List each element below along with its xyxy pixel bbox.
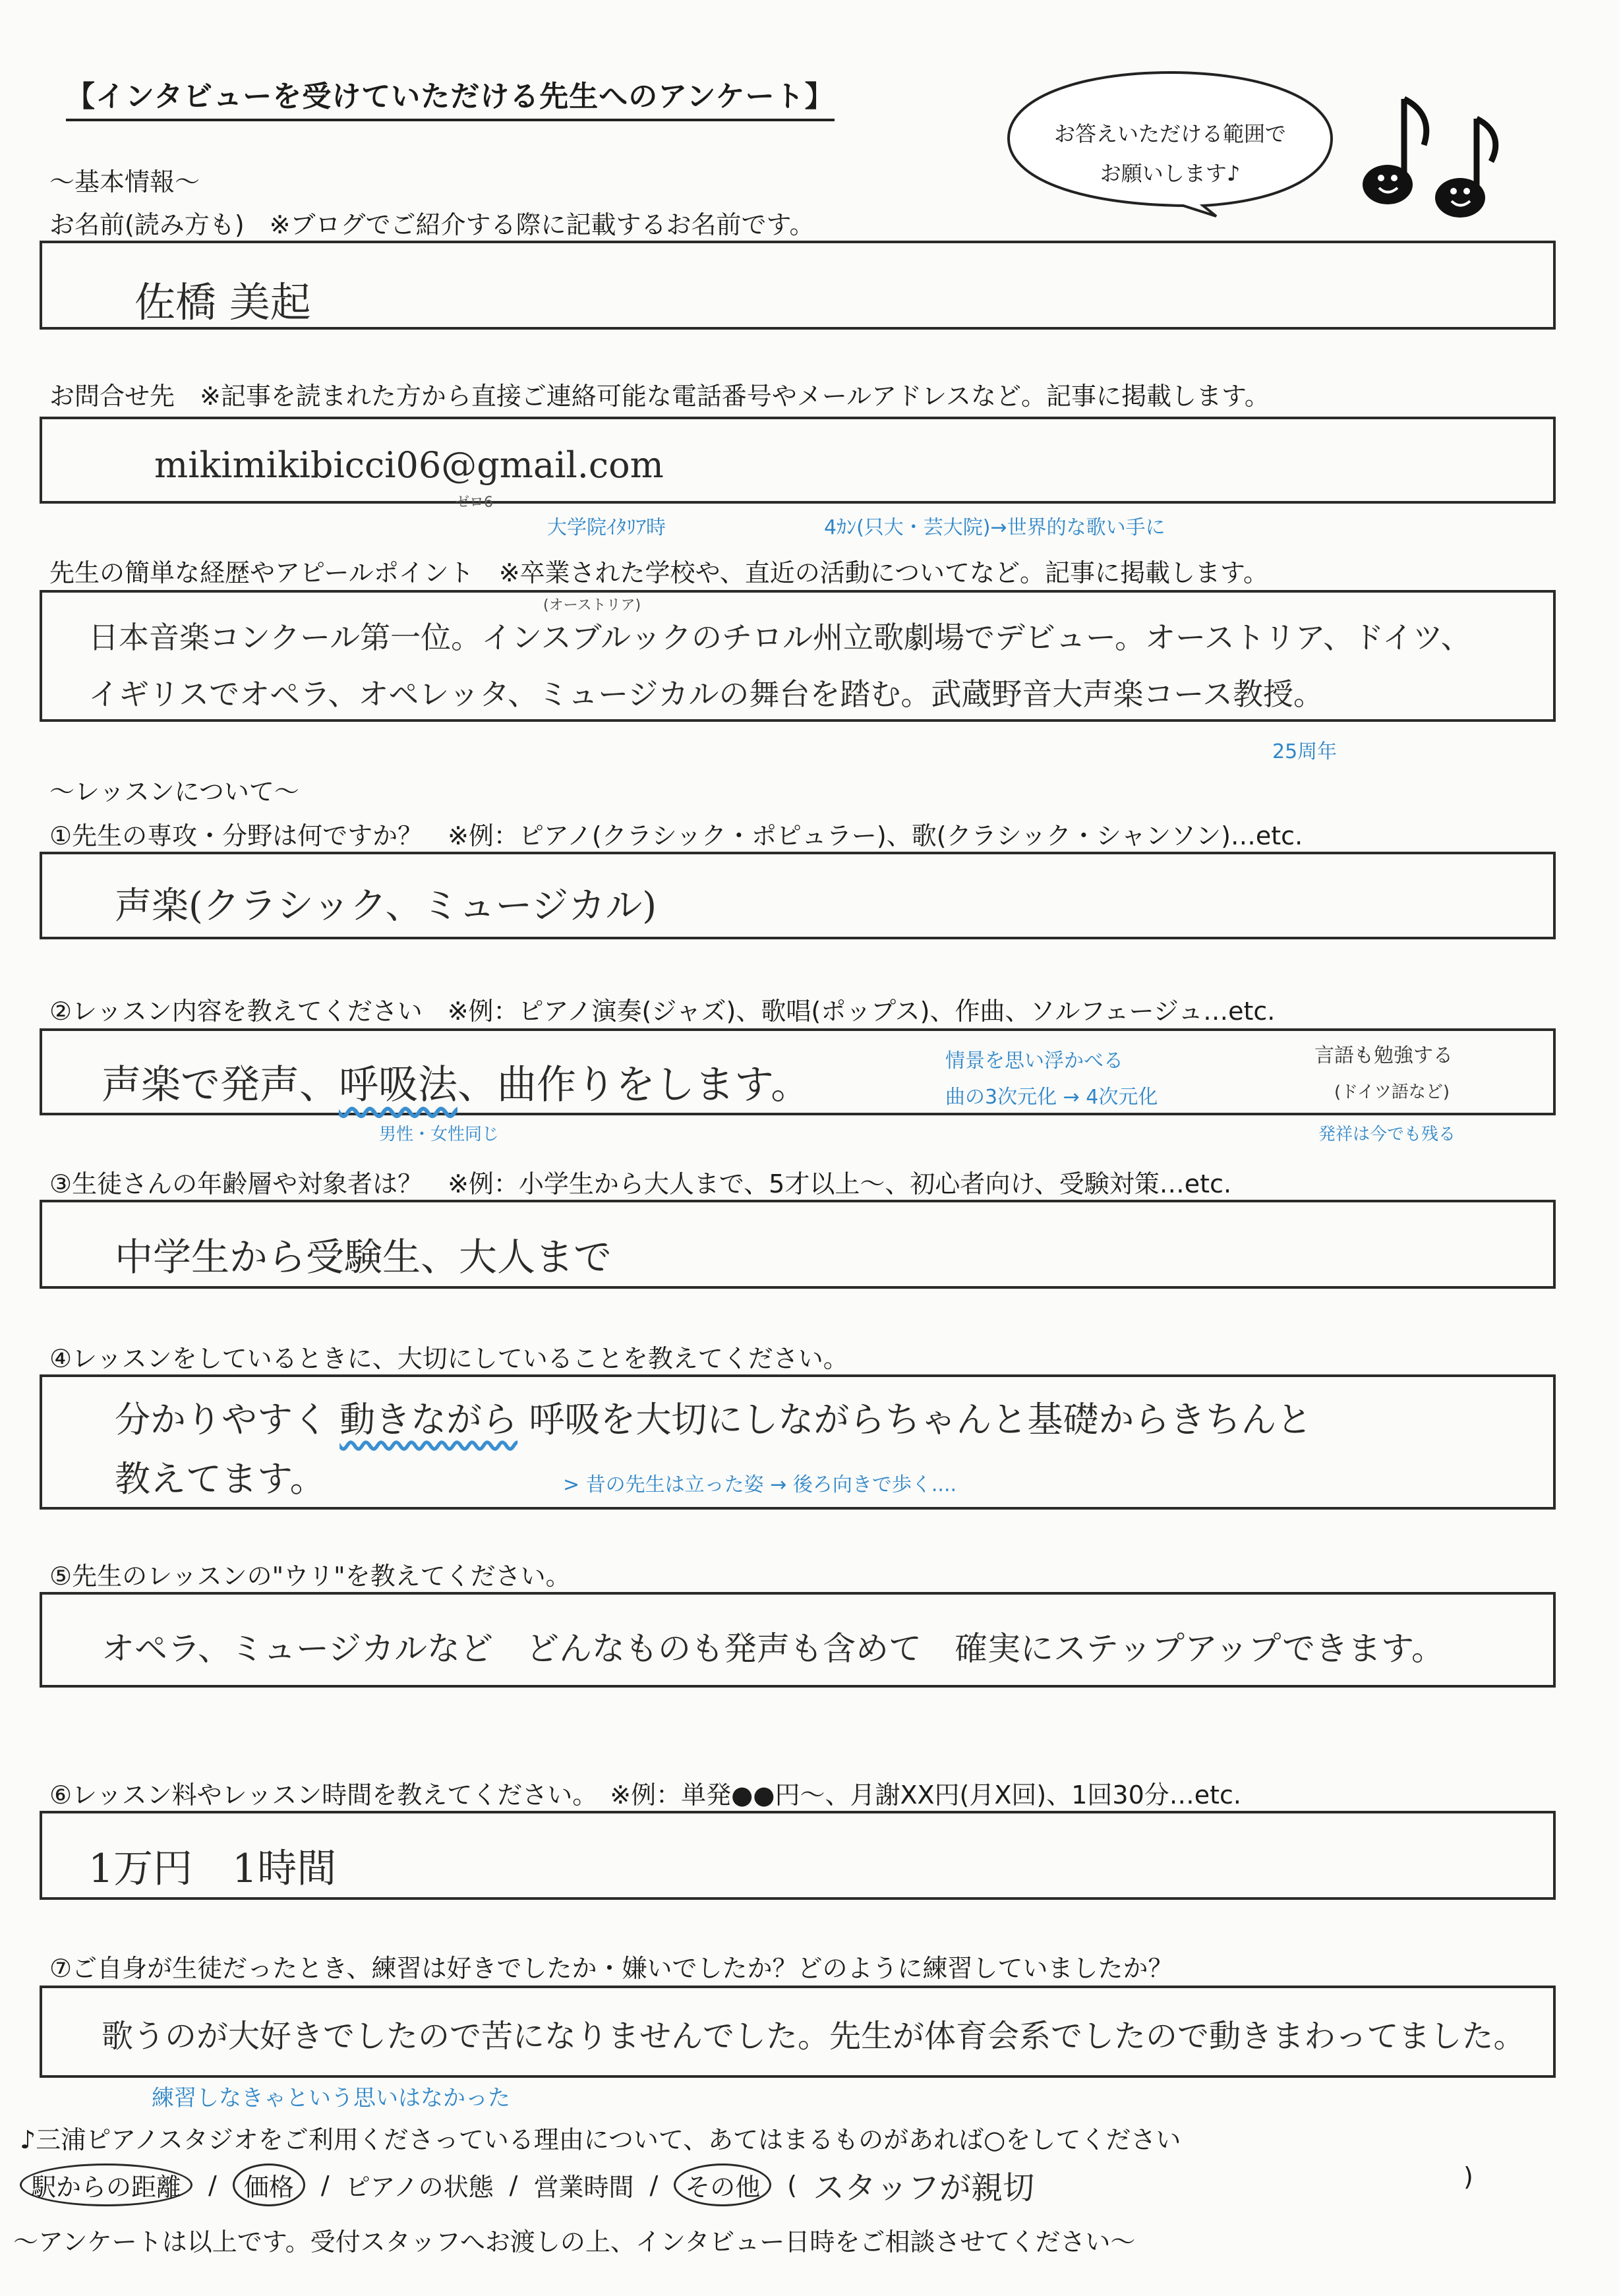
q2-answer-part2: 呼吸法 xyxy=(339,1062,457,1108)
career-note-2: 4ｶﾝ(只大・芸大院)→世界的な歌い手に xyxy=(824,516,1165,539)
bubble-text-line2: お願いします♪ xyxy=(1100,161,1241,186)
q2-note-2: 曲の3次元化 → 4次元化 xyxy=(945,1086,1158,1109)
career-note-4: 25周年 xyxy=(1272,740,1338,763)
q6-label: ⑥レッスン料やレッスン時間を教えてください。 ※例：単発●●円〜、月謝XX円(月X回)、1回30分…etc. xyxy=(49,1781,1241,1810)
q4-note: > 昔の先生は立った姿 → 後ろ向きで歩く.... xyxy=(563,1473,957,1496)
contact-label: お問合せ先 ※記事を読まれた方から直接ご連絡可能な電話番号やメールアドレスなど。記事に掲載します。 xyxy=(49,382,1270,411)
survey-paren-open: ( xyxy=(787,2170,798,2200)
q2-note-3: 言語も勉強する xyxy=(1314,1044,1453,1067)
q4-answer-field[interactable] xyxy=(40,1374,1556,1510)
q2-note-4: (ドイツ語など) xyxy=(1334,1082,1450,1102)
survey-question: ♪三浦ピアノスタジオをご利用くださっている理由について、あてはまるものがあれば○をしてください xyxy=(20,2125,1181,2154)
survey-option-price[interactable]: 価格 xyxy=(233,2164,305,2206)
footer-note: 〜アンケートは以上です。受付スタッフへお渡しの上、インタビュー日時をご相談させてください〜 xyxy=(13,2227,1136,2256)
q3-label: ③生徒さんの年齢層や対象者は？ ※例：小学生から大人まで、5才以上〜、初心者向け、受験対策…etc. xyxy=(49,1169,1232,1198)
q4-answer-line-1a: 分かりやすく xyxy=(115,1399,328,1440)
name-field[interactable] xyxy=(40,241,1556,330)
career-note-3: (オーストリア) xyxy=(543,597,641,614)
career-line-1: 日本音楽コンクール第一位。インスブルックのチロル州立歌劇場でデビュー。オーストリア、ドイツ、 xyxy=(88,620,1471,655)
name-value: 佐橋 美起 xyxy=(134,278,311,326)
q5-label: ⑤先生のレッスンの"ウリ"を教えてください。 xyxy=(49,1562,571,1591)
q6-answer-field[interactable] xyxy=(40,1811,1556,1900)
q5-answer: オペラ、ミュージカルなど どんなものも発声も含めて 確実にステップアップできます。 xyxy=(102,1630,1444,1668)
q2-note-5: 男性・女性同じ xyxy=(379,1125,500,1144)
survey-options xyxy=(20,2162,1034,2208)
career-field[interactable] xyxy=(40,590,1556,722)
lesson-heading: 〜レッスンについて〜 xyxy=(49,777,299,806)
q2-answer-part1: 声楽で発声、 xyxy=(102,1062,339,1108)
q4-answer-line-2: 教えてます。 xyxy=(115,1458,326,1500)
q4-label: ④レッスンをしているときに、大切にしていることを教えてください。 xyxy=(49,1344,848,1373)
career-note-1: 大学院ｲﾀﾘｱ時 xyxy=(547,516,666,539)
basic-info-heading: 〜基本情報〜 xyxy=(49,167,200,196)
q2-note-6: 発祥は今でも残る xyxy=(1318,1125,1456,1144)
survey-option-piano[interactable]: ピアノの状態 xyxy=(345,2173,494,2202)
survey-other-value: スタッフが親切 xyxy=(813,2169,1035,2206)
survey-paren-close: ) xyxy=(1463,2162,1473,2191)
q4-answer-line-1 xyxy=(115,1392,1312,1442)
q1-answer: 声楽(クラシック、ミュージカル) xyxy=(115,885,657,927)
q4-answer-line-1b: 動きながら xyxy=(339,1399,518,1440)
q2-label: ②レッスン内容を教えてください ※例：ピアノ演奏(ジャズ)、歌唱(ポップス)、作曲、ソルフェージュ…etc. xyxy=(49,997,1276,1026)
q6-answer: 1万円 1時間 xyxy=(88,1846,337,1892)
survey-separator: / xyxy=(208,2170,217,2200)
career-label: 先生の簡単な経歴やアピールポイント ※卒業された学校や、直近の活動についてなど。記事に掲載します。 xyxy=(49,558,1269,587)
survey-option-distance[interactable]: 駅からの距離 xyxy=(20,2164,192,2206)
contact-value: mikimikibicci06@gmail.com xyxy=(154,444,664,486)
survey-separator: / xyxy=(649,2170,659,2200)
q4-answer-line-1c: 呼吸を大切にしながらちゃんと基礎からきちんと xyxy=(529,1399,1312,1440)
q7-note: 練習しなきゃという思いはなかった xyxy=(152,2085,510,2111)
q2-answer-field[interactable] xyxy=(40,1028,1556,1115)
q2-answer xyxy=(102,1053,810,1110)
contact-small-note: ゼロ6 xyxy=(455,494,493,511)
music-notes-icon xyxy=(1351,79,1503,231)
survey-separator: / xyxy=(320,2170,330,2200)
q2-note-1: 情景を思い浮かべる xyxy=(945,1049,1123,1073)
career-line-2: イギリスでオペラ、オペレッタ、ミュージカルの舞台を踏む。武蔵野音大声楽コース教授。 xyxy=(88,676,1324,712)
bubble-text-line1: お答えいただける範囲で xyxy=(1053,121,1286,146)
q7-label: ⑦ご自身が生徒だったとき、練習は好きでしたか・嫌いでしたか？どのように練習していましたか？ xyxy=(49,1954,1173,1983)
contact-field[interactable] xyxy=(40,417,1556,504)
name-label: お名前(読み方も) ※ブログでご紹介する際に記載するお名前です。 xyxy=(49,210,815,239)
q5-answer-field[interactable] xyxy=(40,1592,1556,1688)
q7-answer-field[interactable] xyxy=(40,1986,1556,2078)
survey-option-other[interactable]: その他 xyxy=(674,2164,771,2206)
survey-separator: / xyxy=(509,2170,518,2200)
form-title: 【インタビューを受けていただける先生へのアンケート】 xyxy=(66,73,835,121)
q1-answer-field[interactable] xyxy=(40,852,1556,939)
q1-label: ①先生の専攻・分野は何ですか？ ※例：ピアノ(クラシック・ポピュラー)、歌(クラシック・シャンソン)…etc. xyxy=(49,821,1303,850)
q2-answer-part3: 、曲作りをします。 xyxy=(457,1062,811,1108)
q3-answer-field[interactable] xyxy=(40,1200,1556,1289)
q7-answer: 歌うのが大好きでしたので苦になりませんでした。先生が体育会系でしたので動きまわってました。 xyxy=(102,2018,1525,2055)
survey-option-hours[interactable]: 営業時間 xyxy=(533,2173,634,2202)
q3-answer: 中学生から受験生、大人まで xyxy=(115,1235,612,1280)
